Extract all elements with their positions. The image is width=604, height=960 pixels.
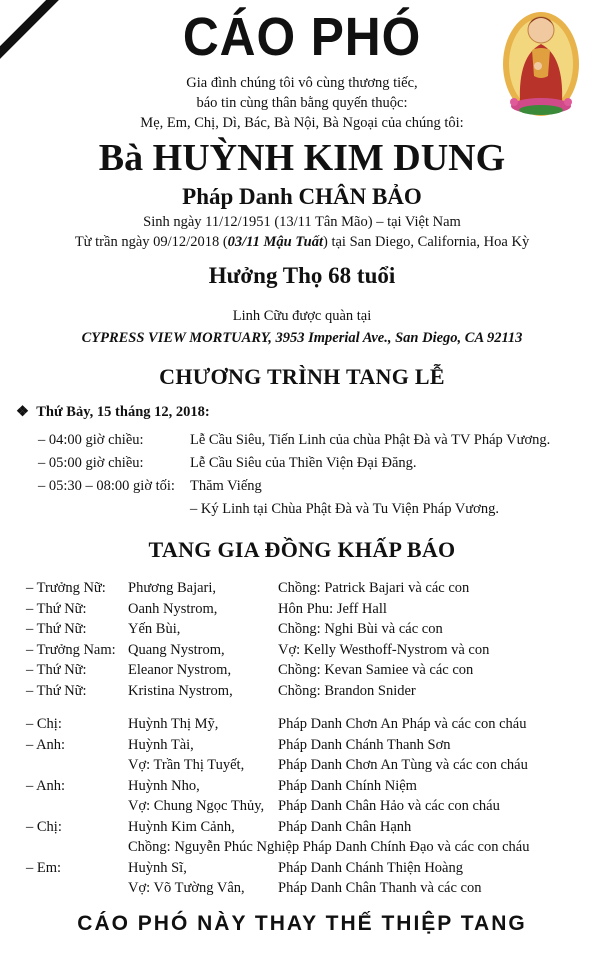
program-title: CHƯƠNG TRÌNH TANG LỄ: [159, 364, 445, 389]
family-title: TANG GIA ĐỒNG KHẤP BÁO: [148, 537, 456, 562]
member-name: Eleanor Nystrom,: [128, 662, 232, 678]
spouse-info: Chồng: Brandon Snider: [278, 682, 416, 699]
program-day: ❖ Thứ Bảy, 15 tháng 12, 2018:: [16, 404, 210, 420]
member-name: Phương Bajari,: [128, 580, 217, 596]
event-time: – 05:00 giờ chiều:: [38, 455, 144, 471]
intro-line: Gia đình chúng tôi vô cùng thương tiếc,: [186, 75, 418, 91]
member-name: Huỳnh Sĩ,: [128, 859, 187, 876]
member-name: Huỳnh Tài,: [128, 736, 194, 753]
spouse-info: Pháp Danh Chơn An Tùng và các con cháu: [278, 757, 528, 773]
deceased-name: Bà HUỲNH KIM DUNG: [98, 137, 506, 179]
rest-label: Linh Cữu được quàn tại: [232, 308, 372, 324]
spouse-info: Chồng: Patrick Bajari và các con: [278, 580, 470, 596]
mortuary-address: CYPRESS VIEW MORTUARY, 3953 Imperial Ave., San Diego, CA 92113: [81, 330, 523, 346]
member-name: Huỳnh Kim Cảnh,: [128, 818, 235, 835]
member-name: Yến Bùi,: [128, 621, 181, 637]
footer-note: CÁO PHÓ NÀY THAY THẾ THIỆP TANG: [77, 912, 527, 935]
relation-label: – Trưởng Nam:: [26, 641, 116, 658]
spouse-info: Pháp Danh Chân Thanh và các con: [278, 880, 482, 896]
relation-label: – Thứ Nữ:: [26, 662, 87, 678]
relation-label: – Chị:: [26, 818, 62, 835]
spouse-info: Pháp Danh Chân Hảo và các con cháu: [278, 798, 500, 814]
spouse-info: Hôn Phu: Jeff Hall: [278, 600, 387, 617]
sub-event: – Ký Linh tại Chùa Phật Đà và Tu Viện Pháp Vương.: [190, 501, 499, 517]
spouse-info: Pháp Danh Chơn An Pháp và các con cháu: [278, 716, 527, 732]
dharma-name: Pháp Danh CHÂN BẢO: [182, 184, 422, 209]
relation-label: – Thứ Nữ:: [26, 621, 87, 637]
member-name: Vợ: Chung Ngọc Thủy,: [128, 798, 265, 814]
member-name: Chồng: Nguyễn Phúc Nghiệp Pháp Danh Chính Đạo và các con cháu: [128, 839, 530, 855]
spouse-info: Vợ: Kelly Westhoff-Nystrom và con: [278, 641, 490, 658]
relation-label: – Anh:: [26, 777, 66, 794]
birth-info: Sinh ngày 11/12/1951 (13/11 Tân Mão) – tại Việt Nam: [143, 214, 461, 230]
spouse-info: Pháp Danh Chính Niệm: [278, 777, 417, 794]
member-name: Vợ: Trần Thị Tuyết,: [128, 757, 245, 773]
member-name: Vợ: Võ Tường Vân,: [128, 880, 245, 896]
event-description: Lễ Cầu Siêu, Tiến Linh của chùa Phật Đà và TV Pháp Vương.: [190, 432, 551, 448]
relation-label: – Thứ Nữ:: [26, 600, 87, 617]
event-time: – 05:30 – 08:00 giờ tối:: [38, 478, 175, 494]
event-description: Lễ Cầu Siêu của Thiền Viện Đại Đăng.: [190, 455, 417, 471]
relation-label: – Em:: [26, 859, 62, 876]
spouse-info: Pháp Danh Chân Hạnh: [278, 818, 412, 835]
member-name: Huỳnh Nho,: [128, 777, 200, 794]
page-title: CÁO PHÓ: [182, 7, 422, 67]
relation-label: – Chị:: [26, 716, 62, 732]
relation-label: – Trưởng Nữ:: [26, 580, 106, 596]
intro-line: báo tin cùng thân bằng quyến thuộc:: [196, 95, 408, 111]
member-name: Oanh Nystrom,: [128, 600, 218, 617]
age-info: Hưởng Thọ 68 tuổi: [208, 263, 396, 288]
member-name: Kristina Nystrom,: [128, 682, 233, 699]
spouse-info: Pháp Danh Chánh Thanh Sơn: [278, 736, 451, 753]
member-name: Quang Nystrom,: [128, 641, 225, 658]
relation-label: – Thứ Nữ:: [26, 682, 87, 699]
diamond-bullet-icon: ❖: [16, 404, 29, 420]
event-description: Thăm Viếng: [190, 478, 262, 494]
spouse-info: Pháp Danh Chánh Thiện Hoàng: [278, 859, 463, 876]
spouse-info: Chồng: Nghi Bùi và các con: [278, 621, 443, 637]
relation-label: – Anh:: [26, 736, 66, 753]
member-name: Huỳnh Thị Mỹ,: [128, 716, 219, 732]
spouse-info: Chồng: Kevan Samiee và các con: [278, 662, 474, 678]
death-info: Từ trần ngày 09/12/2018 (03/11 Mậu Tuất) tại San Diego, California, Hoa Kỳ: [74, 234, 530, 250]
event-time: – 04:00 giờ chiều:: [38, 432, 144, 448]
intro-line: Mẹ, Em, Chị, Dì, Bác, Bà Nội, Bà Ngoại của chúng tôi:: [140, 115, 464, 131]
